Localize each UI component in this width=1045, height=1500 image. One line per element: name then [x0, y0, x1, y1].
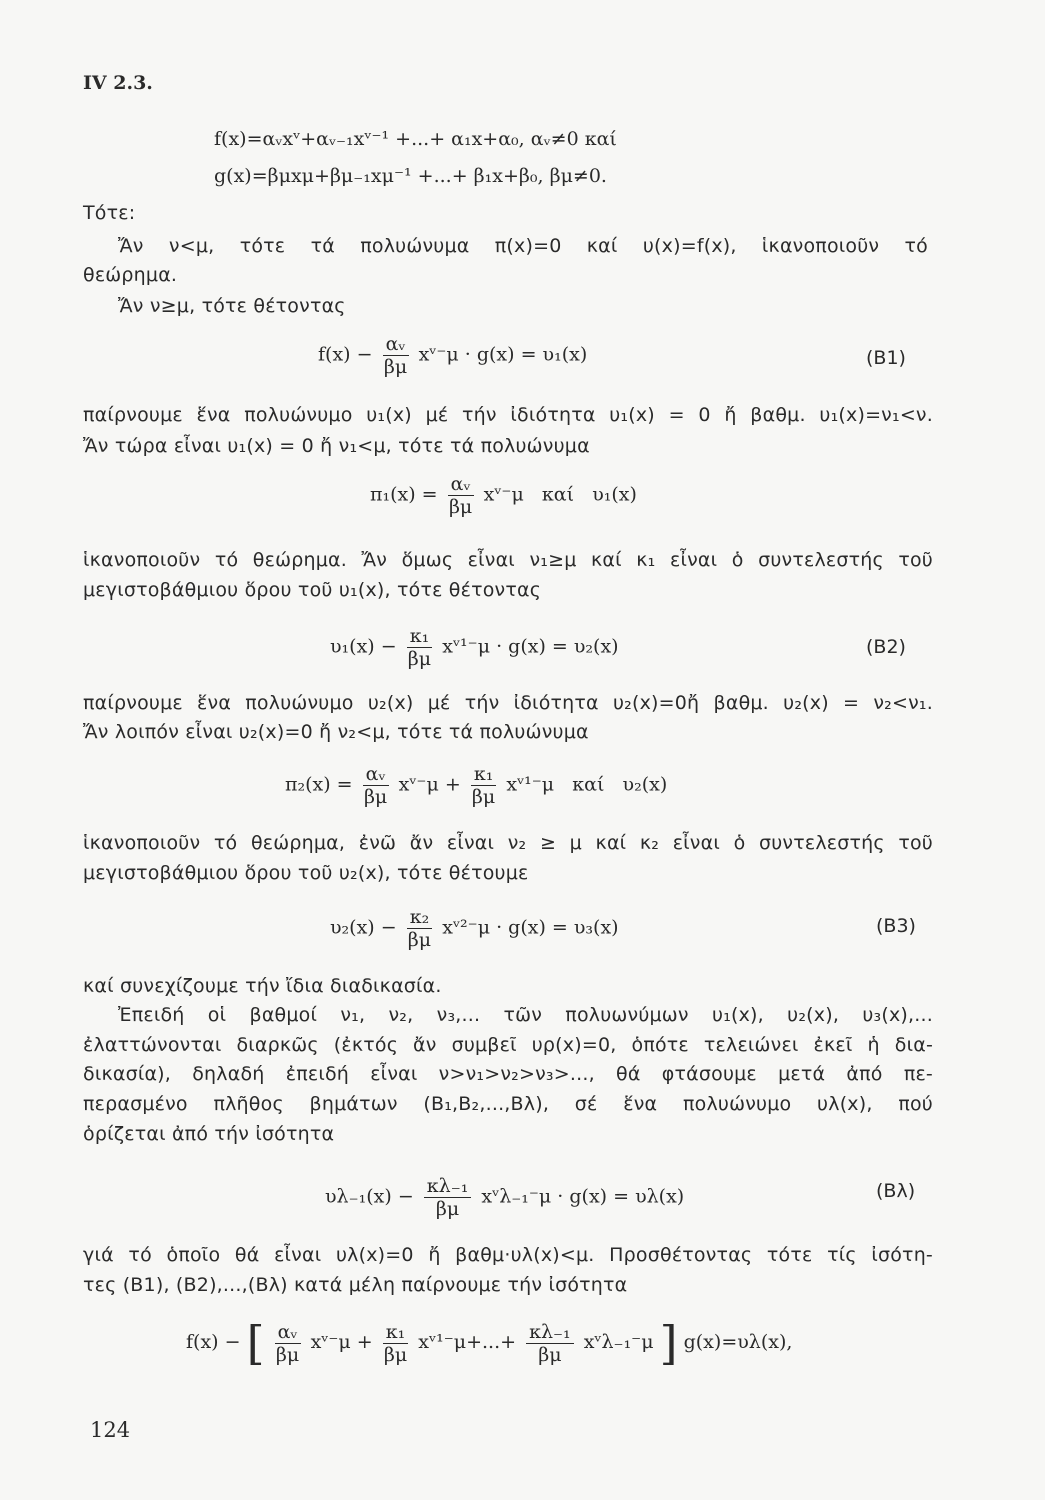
paragraph-line: Ἄν ν<μ, τότε τά πολυώνυμα π(x)=0 καί υ(x)=f(x), ἱκανοποιοῦν τό — [118, 235, 928, 257]
paragraph-line: μεγιστοβάθμιου ὅρου τοῦ υ₁(x), τότε θέτοντας — [83, 579, 542, 601]
paragraph-line: καί συνεχίζουμε τήν ἴδια διαδικασία. — [83, 975, 442, 997]
equation-pi2: π₂(x) = $\frac{\text{αᵥ}}{\beta\mu}$ xᵛ⁻μ + $\frac{\text{κ₁}}{\beta\mu}$ xᵛ¹⁻μ καί υ₂(x) — [285, 763, 668, 808]
paragraph-line: Ἄν τώρα εἶναι υ₁(x) = 0 ἤ ν₁<μ, τότε τά πολυώνυμα — [83, 435, 590, 457]
paragraph-line: περασμένο πλῆθος βημάτων (B₁,B₂,...,Bλ), σέ ἕνα πολυώνυμο υλ(x), πού — [83, 1093, 933, 1115]
equation-label-b2: (B2) — [866, 636, 906, 658]
paragraph-line: ἱκανοποιοῦν τό θεώρημα. Ἄν ὅμως εἶναι ν₁≥μ καί κ₁ εἶναι ὁ συντελεστής τοῦ — [83, 549, 933, 571]
left-bracket: [ — [246, 1316, 265, 1370]
paragraph-line: παίρνουμε ἕνα πολυώνυμο υ₂(x) μέ τήν ἰδιότητα υ₂(x)=0ἤ βαθμ. υ₂(x) = ν₂<ν₁. — [83, 692, 933, 714]
page-number: 124 — [90, 1418, 131, 1442]
paragraph-line: θεώρημα. — [83, 264, 178, 286]
tote-label: Τότε: — [83, 202, 136, 224]
paragraph-line: Ἐπειδή οἱ βαθμοί ν₁, ν₂, ν₃,... τῶν πολυωνύμων υ₁(x), υ₂(x), υ₃(x),... — [118, 1004, 933, 1026]
right-bracket: ] — [659, 1316, 678, 1370]
paragraph-line: γιά τό ὁποῖο θά εἶναι υλ(x)=0 ἤ βαθμ·υλ(x)<μ. Προσθέτοντας τότε τίς ἰσότη- — [83, 1244, 933, 1266]
paragraph-line: μεγιστοβάθμιου ὅρου τοῦ υ₂(x), τότε θέτουμε — [83, 862, 529, 884]
equation-blambda: υλ₋₁(x) − $\frac{\text{κλ₋₁}}{\beta\mu}$ xᵛλ₋₁⁻μ · g(x) = υλ(x) — [325, 1175, 685, 1220]
g-definition: g(x)=βμxμ+βμ₋₁xμ⁻¹ +...+ β₁x+β₀, βμ≠0. — [214, 165, 607, 187]
f-definition: f(x)=αᵥxᵛ+αᵥ₋₁xᵛ⁻¹ +...+ α₁x+α₀, αᵥ≠0 καί — [214, 128, 617, 150]
equation-label-blambda: (Bλ) — [876, 1180, 916, 1202]
paragraph-line: ἐλαττώνονται διαρκῶς (ἐκτός ἄν συμβεῖ υρ(x)=0, ὁπότε τελειώνει ἐκεῖ ἡ δια- — [83, 1034, 933, 1056]
section-number: IV 2.3. — [83, 72, 153, 94]
equation-pi1: π₁(x) = $\frac{\text{αᵥ}}{\beta\mu}$ xᵛ⁻μ καί υ₁(x) — [370, 473, 637, 518]
paragraph-line: ὁρίζεται ἀπό τήν ἰσότητα — [83, 1123, 335, 1145]
paragraph-line: τες (B1), (B2),...,(Bλ) κατά μέλη παίρνουμε τήν ἰσότητα — [83, 1274, 628, 1296]
equation-b3: υ₂(x) − $\frac{\text{κ₂}}{\beta\mu}$ xᵛ²⁻μ · g(x) = υ₃(x) — [330, 906, 619, 951]
paragraph-line: παίρνουμε ἕνα πολυώνυμο υ₁(x) μέ τήν ἰδιότητα υ₁(x) = 0 ἤ βαθμ. υ₁(x)=ν₁<ν. — [83, 404, 933, 426]
equation-label-b3: (B3) — [876, 915, 916, 937]
equation-final: f(x) − [ $\frac{\text{αᵥ}}{\beta\mu}$ xᵛ⁻μ + $\frac{\text{κ₁}}{\beta\mu}$ xᵛ¹⁻μ+...+ $\frac{\text{κλ₋₁}}{\beta\mu}$ xᵛλ₋₁⁻μ ] g(x)=υλ(x), — [186, 1316, 793, 1370]
paragraph-line: ἱκανοποιοῦν τό θεώρημα, ἐνῶ ἄν εἶναι ν₂ ≥ μ καί κ₂ εἶναι ὁ συντελεστής τοῦ — [83, 832, 933, 854]
paragraph-line: δικασία), δηλαδή ἐπειδή εἶναι ν>ν₁>ν₂>ν₃>..., θά φτάσουμε μετά ἀπό πε- — [83, 1063, 933, 1085]
paragraph-line: Ἄν λοιπόν εἶναι υ₂(x)=0 ἤ ν₂<μ, τότε τά πολυώνυμα — [83, 721, 589, 743]
paragraph-line: Ἄν ν≥μ, τότε θέτοντας — [118, 295, 346, 317]
equation-label-b1: (B1) — [866, 347, 906, 369]
equation-b1: f(x) − $\frac{\text{αᵥ}}{\beta\mu}$ xᵛ⁻μ · g(x) = υ₁(x) — [318, 333, 588, 378]
equation-b2: υ₁(x) − $\frac{\text{κ₁}}{\beta\mu}$ xᵛ¹⁻μ · g(x) = υ₂(x) — [330, 625, 619, 670]
